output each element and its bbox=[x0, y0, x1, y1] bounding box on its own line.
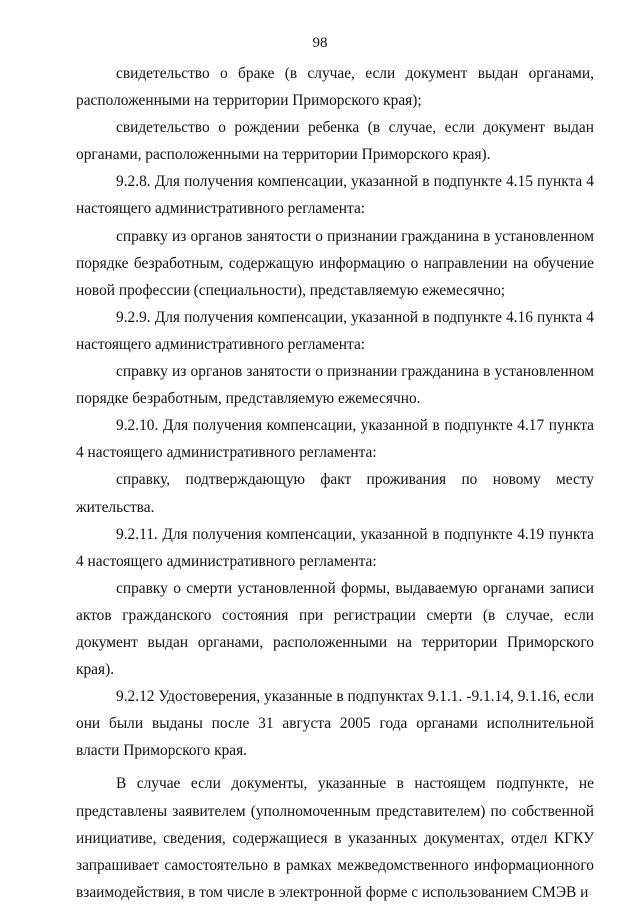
paragraph-birth-certificate: свидетельство о рождении ребенка (в случае, если документ выдан органами, расположенными на территории Приморского края). bbox=[76, 119, 594, 164]
page-number: 98 bbox=[312, 35, 328, 51]
paragraph-death-certificate: справку о смерти установленной формы, выдаваемую органами записи актов гражданского состояния при регистрации смерти (в случае, если документ выдан органами, расположенными на территории Приморского края). bbox=[76, 579, 594, 679]
paragraph-9-2-12: 9.2.12 Удостоверения, указанные в подпунктах 9.1.1. -9.1.14, 9.1.16, если они были выданы после 31 августа 2005 года органами исполнительной власти Приморского края. bbox=[76, 688, 594, 760]
paragraph-9-2-9: 9.2.9. Для получения компенсации, указанной в подпункте 4.16 пункта 4 настоящего административного регламента: bbox=[76, 308, 594, 353]
paragraph-9-2-11: 9.2.11. Для получения компенсации, указанной в подпункте 4.19 пункта 4 настоящего административного регламента: bbox=[76, 525, 594, 570]
paragraph-unemployment-training-certificate: справку из органов занятости о признании гражданина в установленном порядке безработным, содержащую информацию о направлении на обучение новой профессии (специальности), представляемую ежемесячно; bbox=[76, 227, 594, 299]
paragraph-residence-certificate: справку, подтверждающую факт проживания по новому месту жительства. bbox=[76, 471, 594, 516]
paragraph-interagency-request: В случае если документы, указанные в настоящем подпункте, не представлены заявителем (уполномоченным представителем) по собственной инициативе, сведения, содержащиеся в указанных документах, отдел КГКУ запрашивает самостоятельно в рамках межведомственного информационного взаимодействия, в том числе в электронной форме с использованием СМЭВ и bbox=[76, 775, 594, 901]
paragraph-9-2-8: 9.2.8. Для получения компенсации, указанной в подпункте 4.15 пункта 4 настоящего административного регламента: bbox=[76, 173, 594, 218]
paragraph-marriage-certificate: свидетельство о браке (в случае, если документ выдан органами, расположенными на территории Приморского края); bbox=[76, 65, 594, 110]
paragraph-9-2-10: 9.2.10. Для получения компенсации, указанной в подпункте 4.17 пункта 4 настоящего административного регламента: bbox=[76, 417, 594, 462]
paragraph-unemployment-certificate: справку из органов занятости о признании гражданина в установленном порядке безработным, представляемую ежемесячно. bbox=[76, 363, 594, 408]
document-body bbox=[76, 60, 594, 906]
